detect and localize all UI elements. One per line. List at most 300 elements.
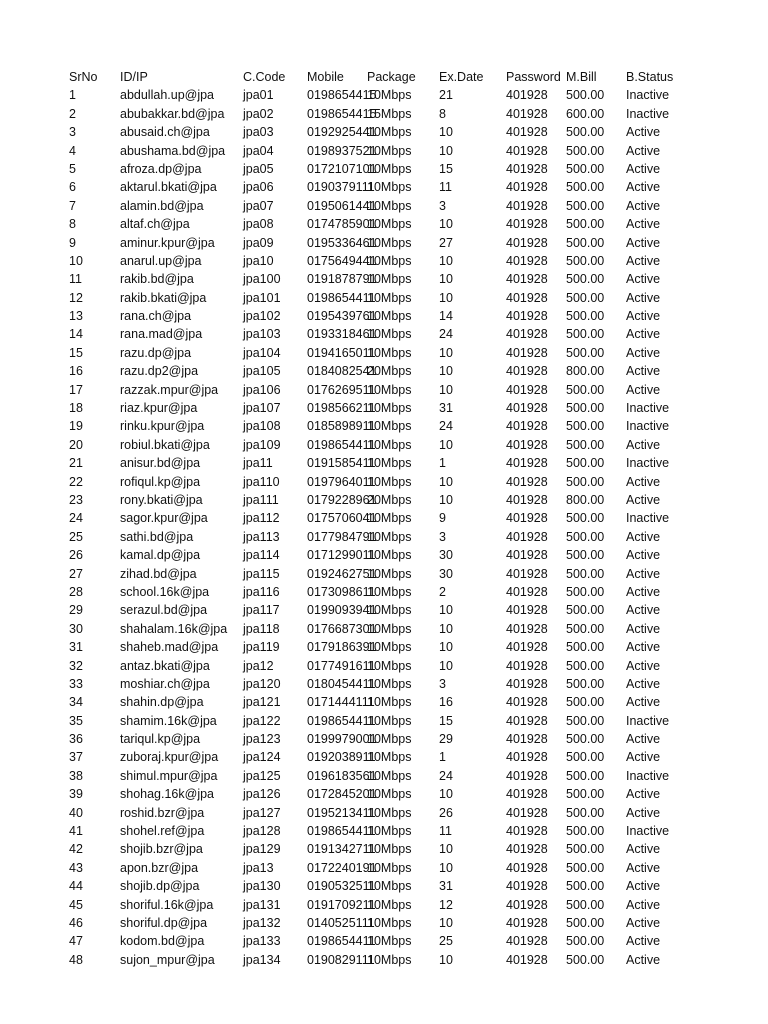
cell-srno: 25 (69, 529, 83, 544)
cell-mobile: 0198654415 (307, 106, 377, 121)
cell-package: 10Mbps (367, 879, 412, 894)
cell-c-code: jpa103 (243, 327, 281, 342)
cell-m-bill: 500.00 (566, 180, 605, 195)
cell-password: 401928 (506, 566, 548, 581)
cell-srno: 24 (69, 511, 83, 526)
cell-password: 401928 (506, 437, 548, 452)
cell-password: 401928 (506, 897, 548, 912)
header-c-code: C.Code (243, 70, 286, 84)
table-row (0, 381, 768, 399)
cell-ex-date: 10 (439, 658, 453, 673)
cell-password: 401928 (506, 805, 548, 820)
cell-package: 10Mbps (367, 732, 412, 747)
cell-c-code: jpa113 (243, 529, 280, 544)
cell-c-code: jpa134 (243, 952, 281, 967)
cell-password: 401928 (506, 529, 548, 544)
header-ex-date: Ex.Date (439, 70, 484, 84)
table-row (0, 638, 768, 656)
cell-b-status: Inactive (626, 511, 670, 526)
cell-id-ip: sathi.bd@jpa (120, 529, 194, 544)
cell-ex-date: 14 (439, 309, 453, 324)
cell-b-status: Active (626, 474, 661, 489)
cell-id-ip: antaz.bkati@jpa (120, 658, 210, 673)
cell-m-bill: 500.00 (566, 309, 605, 324)
cell-password: 401928 (506, 621, 548, 636)
cell-m-bill: 500.00 (566, 327, 605, 342)
table-row (0, 86, 768, 104)
cell-srno: 47 (69, 934, 83, 949)
cell-id-ip: kamal.dp@jpa (120, 548, 201, 563)
cell-b-status: Active (626, 640, 661, 655)
cell-password: 401928 (506, 419, 548, 434)
table-row (0, 344, 768, 362)
cell-m-bill: 600.00 (566, 106, 605, 121)
cell-b-status: Active (626, 253, 661, 268)
cell-mobile: 0192462751 (307, 566, 377, 581)
cell-mobile: 0190829111 (307, 952, 375, 967)
cell-password: 401928 (506, 235, 548, 250)
cell-id-ip: moshiar.ch@jpa (120, 676, 210, 691)
cell-b-status: Inactive (626, 768, 670, 783)
table-row (0, 804, 768, 822)
cell-mobile: 0191342711 (307, 842, 376, 857)
cell-password: 401928 (506, 676, 548, 691)
cell-b-status: Active (626, 198, 661, 213)
cell-package: 10Mbps (367, 529, 412, 544)
cell-password: 401928 (506, 824, 548, 839)
cell-m-bill: 500.00 (566, 456, 605, 471)
cell-mobile: 0184082541 (307, 364, 377, 379)
cell-id-ip: aktarul.bkati@jpa (120, 180, 217, 195)
cell-srno: 37 (69, 750, 83, 765)
cell-id-ip: shimul.mpur@jpa (120, 768, 218, 783)
cell-id-ip: shaheb.mad@jpa (120, 640, 219, 655)
cell-ex-date: 31 (439, 879, 453, 894)
cell-mobile: 0197964011 (307, 474, 376, 489)
cell-id-ip: rofiqul.kp@jpa (120, 474, 201, 489)
cell-b-status: Inactive (626, 713, 670, 728)
cell-b-status: Active (626, 180, 661, 195)
cell-package: 10Mbps (367, 842, 412, 857)
cell-m-bill: 500.00 (566, 695, 605, 710)
cell-mobile: 0190379111 (307, 180, 375, 195)
cell-ex-date: 24 (439, 419, 453, 434)
cell-package: 10Mbps (367, 180, 412, 195)
cell-srno: 36 (69, 732, 83, 747)
cell-password: 401928 (506, 309, 548, 324)
cell-password: 401928 (506, 860, 548, 875)
cell-srno: 1 (69, 88, 76, 103)
header-m-bill: M.Bill (566, 70, 597, 84)
cell-mobile: 0172845201 (307, 787, 377, 802)
cell-b-status: Active (626, 364, 661, 379)
cell-ex-date: 3 (439, 529, 446, 544)
table-row (0, 105, 768, 123)
cell-ex-date: 10 (439, 437, 453, 452)
cell-m-bill: 500.00 (566, 768, 605, 783)
cell-mobile: 0194165011 (307, 345, 376, 360)
cell-ex-date: 10 (439, 290, 453, 305)
cell-ex-date: 24 (439, 327, 453, 342)
cell-password: 401928 (506, 492, 548, 507)
cell-m-bill: 500.00 (566, 272, 605, 287)
cell-srno: 8 (69, 217, 76, 232)
cell-mobile: 0175706041 (307, 511, 377, 526)
cell-m-bill: 500.00 (566, 217, 605, 232)
cell-srno: 30 (69, 621, 83, 636)
cell-id-ip: altaf.ch@jpa (120, 217, 190, 232)
cell-password: 401928 (506, 382, 548, 397)
cell-package: 10Mbps (367, 750, 412, 765)
cell-m-bill: 500.00 (566, 824, 605, 839)
cell-password: 401928 (506, 750, 548, 765)
table-row (0, 436, 768, 454)
cell-mobile: 0199979001 (307, 732, 377, 747)
cell-ex-date: 24 (439, 768, 453, 783)
cell-mobile: 0198654411 (307, 824, 376, 839)
cell-mobile: 0198654411 (307, 437, 376, 452)
cell-mobile: 0196183561 (307, 768, 377, 783)
cell-id-ip: riaz.kpur@jpa (120, 401, 198, 416)
table-row (0, 399, 768, 417)
cell-c-code: jpa08 (243, 217, 274, 232)
cell-id-ip: abdullah.up@jpa (120, 88, 215, 103)
cell-b-status: Inactive (626, 88, 670, 103)
cell-password: 401928 (506, 952, 548, 967)
cell-b-status: Active (626, 345, 661, 360)
cell-srno: 34 (69, 695, 83, 710)
cell-b-status: Active (626, 842, 661, 857)
cell-srno: 18 (69, 401, 83, 416)
cell-c-code: jpa07 (243, 198, 274, 213)
cell-b-status: Active (626, 621, 661, 636)
cell-srno: 6 (69, 180, 76, 195)
cell-id-ip: aminur.kpur@jpa (120, 235, 215, 250)
cell-ex-date: 9 (439, 511, 446, 526)
cell-ex-date: 30 (439, 548, 453, 563)
cell-package: 10Mbps (367, 640, 412, 655)
table-row (0, 730, 768, 748)
cell-password: 401928 (506, 253, 548, 268)
cell-ex-date: 10 (439, 125, 453, 140)
cell-b-status: Inactive (626, 419, 670, 434)
cell-id-ip: serazul.bd@jpa (120, 603, 208, 618)
cell-b-status: Inactive (626, 456, 670, 471)
cell-package: 10Mbps (367, 787, 412, 802)
cell-srno: 33 (69, 676, 83, 691)
cell-m-bill: 800.00 (566, 364, 605, 379)
cell-package: 10Mbps (367, 382, 412, 397)
cell-srno: 29 (69, 603, 83, 618)
cell-package: 10Mbps (367, 198, 412, 213)
cell-package: 10Mbps (367, 456, 412, 471)
cell-srno: 12 (69, 290, 83, 305)
cell-mobile: 0173098611 (307, 584, 376, 599)
cell-m-bill: 500.00 (566, 345, 605, 360)
cell-srno: 26 (69, 548, 83, 563)
cell-package: 10Mbps (367, 603, 412, 618)
cell-ex-date: 15 (439, 161, 453, 176)
cell-m-bill: 500.00 (566, 419, 605, 434)
cell-m-bill: 500.00 (566, 401, 605, 416)
cell-srno: 17 (69, 382, 83, 397)
cell-package: 10Mbps (367, 511, 412, 526)
table-row (0, 528, 768, 546)
cell-b-status: Inactive (626, 824, 670, 839)
cell-id-ip: tariqul.kp@jpa (120, 732, 201, 747)
cell-srno: 46 (69, 915, 83, 930)
cell-m-bill: 500.00 (566, 915, 605, 930)
cell-package: 10Mbps (367, 474, 412, 489)
cell-m-bill: 500.00 (566, 787, 605, 802)
cell-mobile: 0195061441 (307, 198, 377, 213)
cell-package: 10Mbps (367, 345, 412, 360)
cell-mobile: 0171299011 (307, 548, 376, 563)
cell-package: 10Mbps (367, 915, 412, 930)
cell-mobile: 0192038911 (307, 750, 376, 765)
header-srno: SrNo (69, 70, 98, 84)
cell-mobile: 0180454411 (307, 676, 376, 691)
cell-package: 10Mbps (367, 805, 412, 820)
cell-package: 10Mbps (367, 897, 412, 912)
cell-password: 401928 (506, 768, 548, 783)
cell-c-code: jpa115 (243, 566, 280, 581)
cell-c-code: jpa130 (243, 879, 281, 894)
table-row (0, 712, 768, 730)
cell-m-bill: 500.00 (566, 511, 605, 526)
cell-b-status: Active (626, 290, 661, 305)
cell-mobile: 0191585411 (307, 456, 376, 471)
table-row (0, 877, 768, 895)
cell-m-bill: 500.00 (566, 474, 605, 489)
header-package: Package (367, 70, 416, 84)
cell-b-status: Active (626, 327, 661, 342)
cell-password: 401928 (506, 198, 548, 213)
cell-ex-date: 10 (439, 253, 453, 268)
cell-ex-date: 2 (439, 584, 446, 599)
cell-c-code: jpa111 (243, 492, 279, 507)
cell-id-ip: shahalam.16k@jpa (120, 621, 228, 636)
cell-b-status: Active (626, 787, 661, 802)
cell-mobile: 0177984791 (307, 529, 377, 544)
cell-package: 10Mbps (367, 419, 412, 434)
cell-ex-date: 10 (439, 621, 453, 636)
cell-password: 401928 (506, 915, 548, 930)
cell-m-bill: 500.00 (566, 125, 605, 140)
cell-ex-date: 10 (439, 143, 453, 158)
cell-ex-date: 10 (439, 603, 453, 618)
header-password: Password (506, 70, 561, 84)
cell-mobile: 0174785901 (307, 217, 377, 232)
cell-package: 10Mbps (367, 566, 412, 581)
cell-m-bill: 500.00 (566, 842, 605, 857)
cell-id-ip: rony.bkati@jpa (120, 492, 203, 507)
table-row (0, 197, 768, 215)
cell-c-code: jpa129 (243, 842, 281, 857)
cell-srno: 31 (69, 640, 83, 655)
cell-package: 10Mbps (367, 548, 412, 563)
table-row (0, 509, 768, 527)
cell-id-ip: school.16k@jpa (120, 584, 210, 599)
cell-package: 10Mbps (367, 676, 412, 691)
cell-b-status: Active (626, 676, 661, 691)
cell-ex-date: 10 (439, 217, 453, 232)
cell-id-ip: rakib.bd@jpa (120, 272, 194, 287)
cell-ex-date: 10 (439, 492, 453, 507)
cell-c-code: jpa131 (243, 897, 281, 912)
cell-c-code: jpa04 (243, 143, 274, 158)
cell-package: 10Mbps (367, 290, 412, 305)
cell-id-ip: sujon_mpur@jpa (120, 952, 215, 967)
cell-c-code: jpa05 (243, 161, 274, 176)
cell-b-status: Active (626, 658, 661, 673)
cell-password: 401928 (506, 345, 548, 360)
cell-mobile: 0171444111 (307, 695, 375, 710)
cell-package: 10Mbps (367, 327, 412, 342)
cell-ex-date: 1 (439, 456, 446, 471)
header-id-ip: ID/IP (120, 70, 148, 84)
cell-mobile: 0175649441 (307, 253, 377, 268)
cell-package: 10Mbps (367, 88, 412, 103)
cell-b-status: Active (626, 161, 661, 176)
cell-srno: 23 (69, 492, 83, 507)
cell-b-status: Inactive (626, 401, 670, 416)
cell-id-ip: shamim.16k@jpa (120, 713, 217, 728)
table-row (0, 657, 768, 675)
cell-b-status: Active (626, 529, 661, 544)
cell-srno: 28 (69, 584, 83, 599)
cell-password: 401928 (506, 713, 548, 728)
cell-srno: 14 (69, 327, 83, 342)
cell-package: 10Mbps (367, 217, 412, 232)
cell-ex-date: 10 (439, 915, 453, 930)
cell-b-status: Active (626, 695, 661, 710)
cell-mobile: 0195336461 (307, 235, 377, 250)
cell-c-code: jpa123 (243, 732, 281, 747)
table-body (0, 86, 768, 969)
cell-m-bill: 800.00 (566, 492, 605, 507)
table-row (0, 252, 768, 270)
cell-b-status: Active (626, 235, 661, 250)
cell-ex-date: 10 (439, 860, 453, 875)
cell-ex-date: 3 (439, 676, 446, 691)
cell-ex-date: 10 (439, 640, 453, 655)
cell-srno: 11 (69, 272, 82, 287)
cell-mobile: 0190532511 (307, 879, 376, 894)
cell-ex-date: 3 (439, 198, 446, 213)
cell-mobile: 0179186391 (307, 640, 377, 655)
cell-id-ip: rana.mad@jpa (120, 327, 203, 342)
cell-c-code: jpa06 (243, 180, 274, 195)
table-row (0, 951, 768, 969)
table-row (0, 546, 768, 564)
cell-m-bill: 500.00 (566, 897, 605, 912)
cell-srno: 39 (69, 787, 83, 802)
cell-c-code: jpa124 (243, 750, 281, 765)
cell-package: 10Mbps (367, 161, 412, 176)
cell-ex-date: 10 (439, 345, 453, 360)
cell-b-status: Active (626, 934, 661, 949)
cell-mobile: 0195439761 (307, 309, 377, 324)
cell-mobile: 0172107101 (307, 161, 377, 176)
cell-id-ip: shohel.ref@jpa (120, 824, 205, 839)
cell-package: 10Mbps (367, 860, 412, 875)
cell-m-bill: 500.00 (566, 161, 605, 176)
cell-srno: 45 (69, 897, 83, 912)
cell-id-ip: afroza.dp@jpa (120, 161, 202, 176)
cell-mobile: 0185898911 (307, 419, 376, 434)
cell-password: 401928 (506, 842, 548, 857)
cell-b-status: Active (626, 437, 661, 452)
cell-c-code: jpa01 (243, 88, 274, 103)
cell-srno: 48 (69, 952, 83, 967)
table-row (0, 123, 768, 141)
cell-id-ip: anisur.bd@jpa (120, 456, 201, 471)
cell-b-status: Active (626, 143, 661, 158)
table-row (0, 454, 768, 472)
cell-mobile: 0198654411 (307, 290, 376, 305)
table-row (0, 417, 768, 435)
cell-c-code: jpa101 (243, 290, 281, 305)
cell-id-ip: shoriful.16k@jpa (120, 897, 214, 912)
cell-b-status: Active (626, 603, 661, 618)
cell-password: 401928 (506, 106, 548, 121)
cell-password: 401928 (506, 327, 548, 342)
cell-srno: 10 (69, 253, 83, 268)
cell-ex-date: 10 (439, 364, 453, 379)
cell-mobile: 0191709211 (307, 897, 376, 912)
cell-package: 10Mbps (367, 934, 412, 949)
cell-id-ip: shahin.dp@jpa (120, 695, 204, 710)
cell-m-bill: 500.00 (566, 732, 605, 747)
cell-id-ip: zihad.bd@jpa (120, 566, 197, 581)
cell-password: 401928 (506, 511, 548, 526)
cell-password: 401928 (506, 879, 548, 894)
cell-m-bill: 500.00 (566, 952, 605, 967)
cell-password: 401928 (506, 695, 548, 710)
table-row (0, 491, 768, 509)
cell-c-code: jpa133 (243, 934, 281, 949)
cell-password: 401928 (506, 143, 548, 158)
cell-b-status: Active (626, 566, 661, 581)
cell-mobile: 0179228961 (307, 492, 377, 507)
cell-id-ip: abubakkar.bd@jpa (120, 106, 225, 121)
table-row (0, 896, 768, 914)
table-row (0, 362, 768, 380)
table-row (0, 583, 768, 601)
cell-b-status: Active (626, 897, 661, 912)
cell-ex-date: 30 (439, 566, 453, 581)
table-row (0, 325, 768, 343)
cell-srno: 19 (69, 419, 83, 434)
cell-id-ip: robiul.bkati@jpa (120, 437, 210, 452)
cell-m-bill: 500.00 (566, 529, 605, 544)
cell-password: 401928 (506, 603, 548, 618)
cell-m-bill: 500.00 (566, 805, 605, 820)
header-row (0, 68, 768, 86)
cell-package: 10Mbps (367, 952, 412, 967)
cell-c-code: jpa116 (243, 584, 280, 599)
cell-c-code: jpa11 (243, 456, 273, 471)
cell-package: 10Mbps (367, 143, 412, 158)
cell-c-code: jpa09 (243, 235, 274, 250)
cell-c-code: jpa126 (243, 787, 281, 802)
cell-id-ip: shoriful.dp@jpa (120, 915, 208, 930)
cell-ex-date: 10 (439, 952, 453, 967)
cell-id-ip: razu.dp2@jpa (120, 364, 199, 379)
cell-c-code: jpa110 (243, 474, 280, 489)
cell-mobile: 0199093941 (307, 603, 377, 618)
